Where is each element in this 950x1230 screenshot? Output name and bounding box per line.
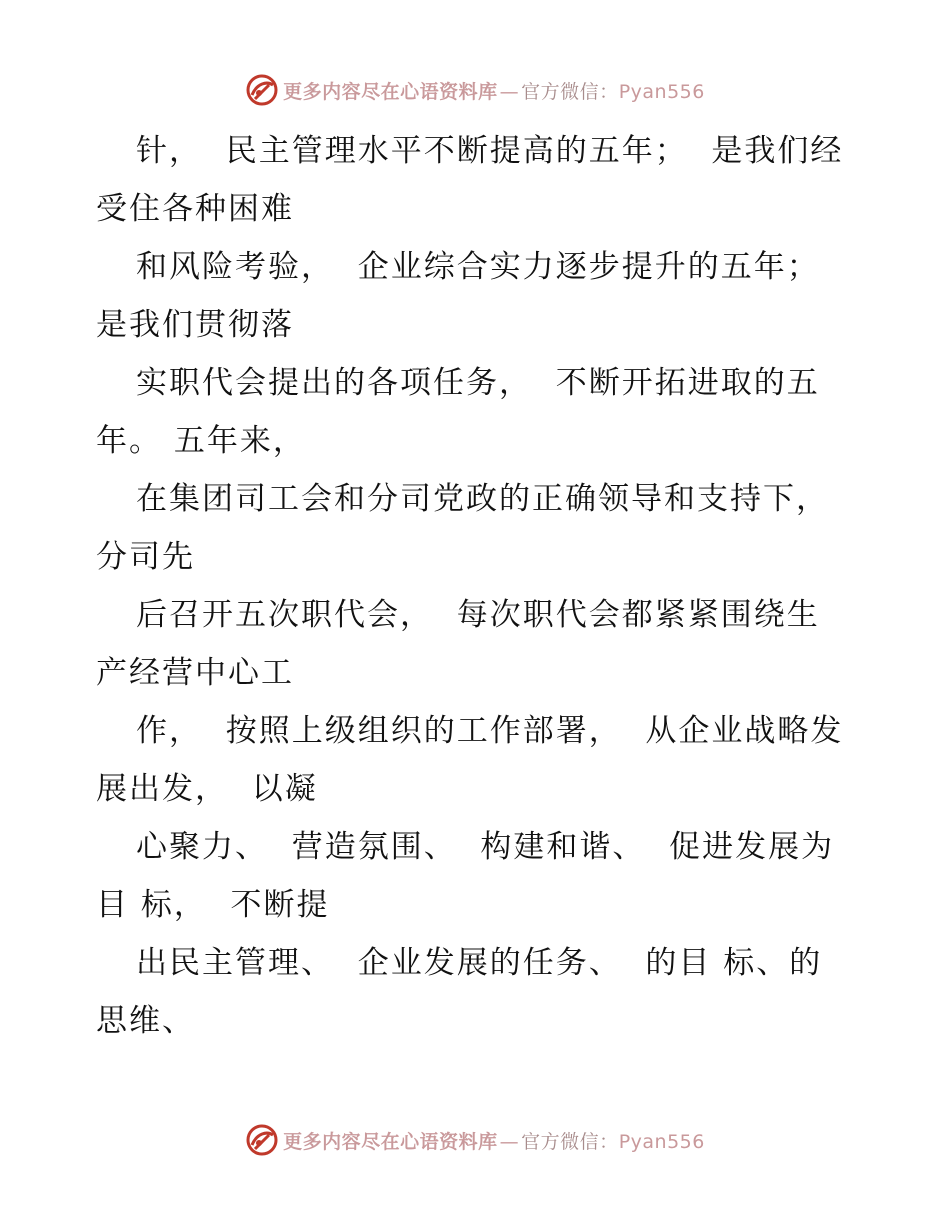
banner-sub: 官方微信：: [521, 1130, 619, 1153]
banner-wechat: Pyan556: [618, 1130, 705, 1153]
banner-sub: 官方微信：: [521, 80, 619, 103]
banner-dash: —: [499, 1130, 520, 1153]
document-body: [96, 122, 856, 1050]
text-line: 分司先: [96, 539, 195, 575]
banner-text: [283, 1127, 705, 1154]
banner-text: [283, 77, 705, 104]
text-line: 心聚力、 营造氛围、 构建和谐、 促进发展为: [136, 829, 835, 865]
text-line: 受住各种困难: [96, 191, 294, 227]
text-line: 目 标， 不断提: [96, 887, 330, 923]
text-line: 后召开五次职代会， 每次职代会都紧紧围绕生: [136, 597, 820, 633]
banner-dash: —: [499, 80, 520, 103]
text-line: 作， 按照上级组织的工作部署， 从企业战略发: [136, 713, 844, 749]
text-line: 是我们贯彻落: [96, 307, 294, 343]
text-line: 针， 民主管理水平不断提高的五年； 是我们经: [136, 133, 844, 169]
banner-main: 更多内容尽在心语资料库: [283, 1130, 498, 1153]
library-logo-icon: [245, 73, 279, 107]
library-logo-icon: [245, 1123, 279, 1157]
text-line: 思维、: [96, 1003, 195, 1039]
header-banner: [0, 70, 950, 110]
text-line: 产经营中心工: [96, 655, 294, 691]
text-line: 实职代会提出的各项任务， 不断开拓进取的五: [136, 365, 820, 401]
banner-wechat: Pyan556: [618, 80, 705, 103]
text-line: 在集团司工会和分司党政的正确领导和支持下，: [136, 481, 829, 517]
text-line: 年。 五年来，: [96, 423, 306, 459]
text-line: 展出发， 以凝: [96, 771, 318, 807]
banner-main: 更多内容尽在心语资料库: [283, 80, 498, 103]
text-line: 出民主管理、 企业发展的任务、 的目 标、的: [136, 945, 823, 981]
text-line: 和风险考验， 企业综合实力逐步提升的五年；: [136, 249, 820, 285]
footer-banner: [0, 1120, 950, 1160]
